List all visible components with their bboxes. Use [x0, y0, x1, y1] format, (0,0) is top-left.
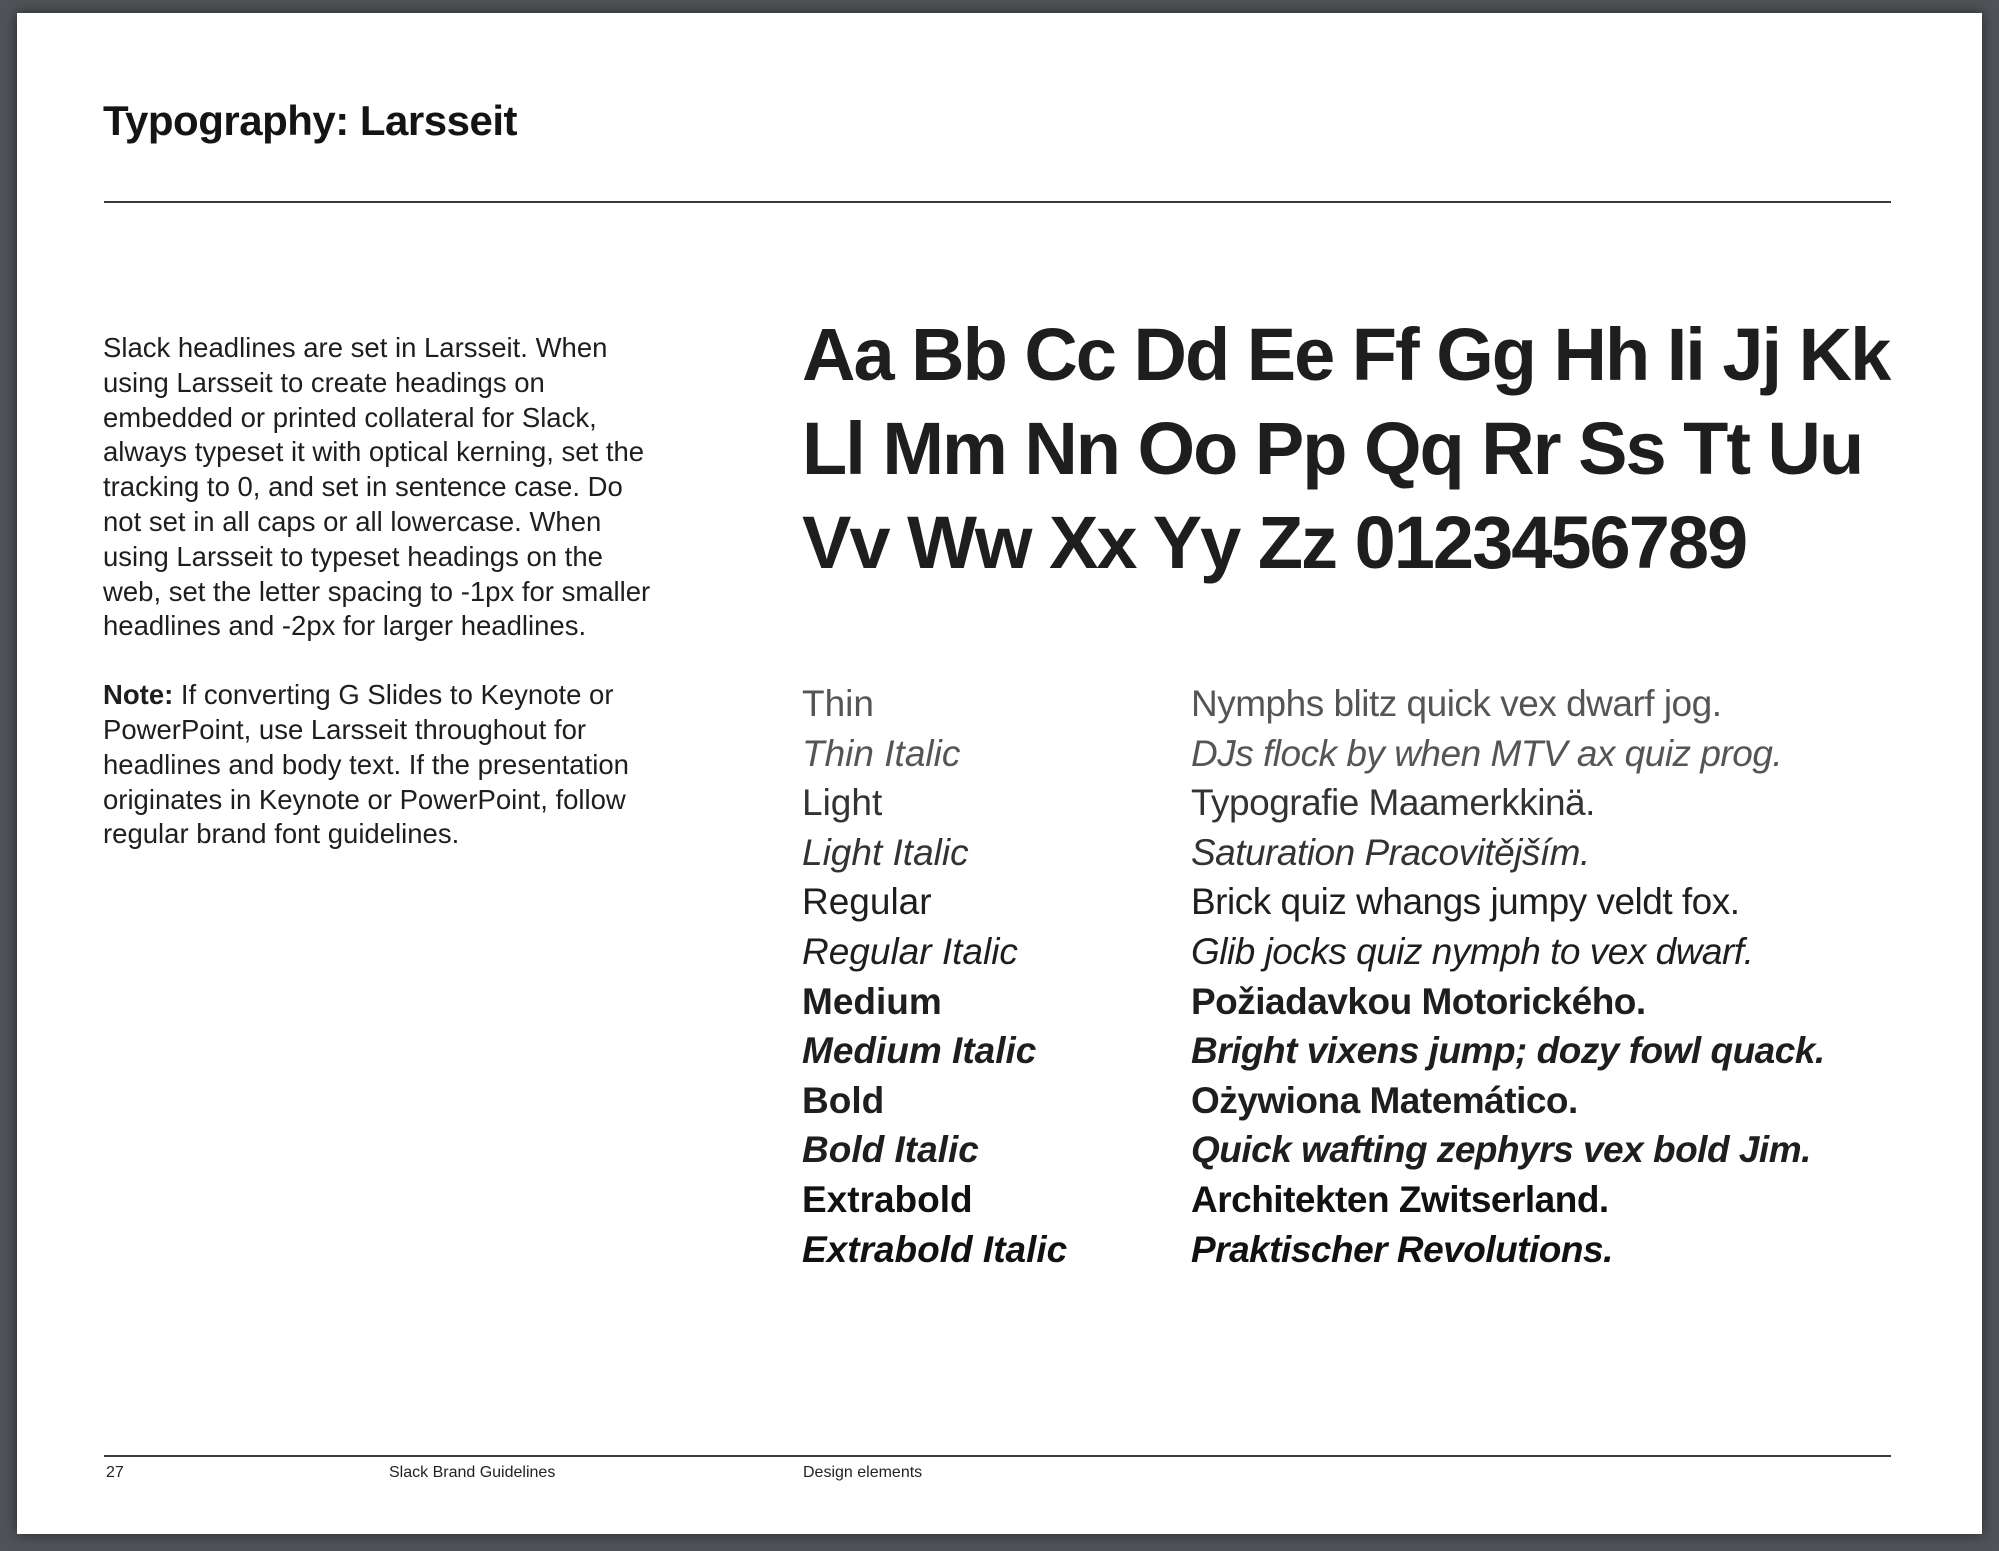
- note-text: If converting G Slides to Keynote or PowerPoint, use Larsseit throughout for headlines and body text. If the presentation originates in Keynote or PowerPoint, follow regular brand font guidelines.: [103, 679, 629, 850]
- weight-sample: Bright vixens jump; dozy fowl quack.: [1191, 1030, 1825, 1072]
- weight-sample: DJs flock by when MTV ax quiz prog.: [1191, 732, 1783, 774]
- weight-name: Regular Italic: [802, 930, 1018, 972]
- weight-sample: Nymphs blitz quick vex dwarf jog.: [1191, 683, 1722, 724]
- weight-row-thin-italic: [802, 729, 1922, 779]
- weight-name: Light Italic: [802, 831, 969, 873]
- header-divider: [104, 201, 1891, 203]
- page-title: Typography: Larsseit: [103, 97, 517, 144]
- weight-name: Thin: [802, 683, 874, 724]
- weight-sample: Ożywiona Matemático.: [1191, 1079, 1578, 1121]
- weight-name: Bold: [802, 1079, 885, 1121]
- intro-paragraph: Slack headlines are set in Larsseit. When using Larsseit to create headings on embedded or printed collateral for Slack, always typeset it with optical kerning, set the tracking to 0, and set in sentence case. Do not set in all caps or all lowercase. When using Larsseit to typeset headings on the web, set the letter spacing to -1px for smaller headlines and -2px for larger headlines.: [103, 332, 651, 642]
- weight-row-medium: [802, 977, 1922, 1027]
- document-page: [17, 13, 1982, 1534]
- weight-sample: Požiadavkou Motorického.: [1191, 980, 1646, 1022]
- weight-sample: Quick wafting zephyrs vex bold Jim.: [1191, 1129, 1811, 1171]
- weight-name: Thin Italic: [802, 732, 961, 774]
- weight-row-regular: [802, 877, 1922, 927]
- weight-sample: Architekten Zwitserland.: [1191, 1178, 1609, 1220]
- weight-name: Extrabold Italic: [802, 1228, 1068, 1270]
- weight-sample: Typografie Maamerkkinä.: [1191, 782, 1595, 824]
- footer-document-title: Slack Brand Guidelines: [389, 1464, 556, 1481]
- weight-row-extrabold-italic: [802, 1225, 1922, 1275]
- weight-row-light-italic: [802, 828, 1922, 878]
- weight-row-medium-italic: [802, 1026, 1922, 1076]
- weight-row-bold-italic: [802, 1125, 1922, 1175]
- weight-sample: Glib jocks quiz nymph to vex dwarf.: [1191, 930, 1754, 972]
- weight-sample: Brick quiz whangs jumpy veldt fox.: [1191, 881, 1740, 923]
- weight-name: Regular: [802, 881, 932, 923]
- alphabet-line-2: Ll Mm Nn Oo Pp Qq Rr Ss Tt Uu: [802, 407, 1863, 490]
- weight-row-bold: [802, 1076, 1922, 1126]
- weight-sample: Saturation Pracovitějším.: [1191, 831, 1590, 873]
- footer-page-number: 27: [106, 1464, 124, 1481]
- weight-name: Light: [802, 782, 883, 824]
- weight-specimen-list: [802, 679, 1922, 1274]
- weight-row-extrabold: [802, 1175, 1922, 1225]
- alphabet-specimen: [802, 308, 1922, 590]
- weight-row-regular-italic: [802, 927, 1922, 977]
- intro-text-column: [103, 331, 663, 886]
- weight-name: Extrabold: [802, 1178, 973, 1220]
- note-label: Note:: [103, 679, 174, 711]
- weight-sample: Praktischer Revolutions.: [1191, 1228, 1613, 1270]
- weight-row-light: [802, 778, 1922, 828]
- footer-section-title: Design elements: [803, 1464, 923, 1481]
- weight-name: Medium Italic: [802, 1030, 1037, 1072]
- weight-name: Medium: [802, 980, 942, 1022]
- weight-name: Bold Italic: [802, 1129, 979, 1171]
- note-paragraph: [103, 678, 663, 852]
- weight-row-thin: [802, 679, 1922, 729]
- footer-divider: [104, 1455, 1891, 1457]
- alphabet-line-1: Aa Bb Cc Dd Ee Ff Gg Hh Ii Jj Kk: [802, 313, 1890, 396]
- alphabet-line-3: Vv Ww Xx Yy Zz 0123456789: [802, 501, 1747, 584]
